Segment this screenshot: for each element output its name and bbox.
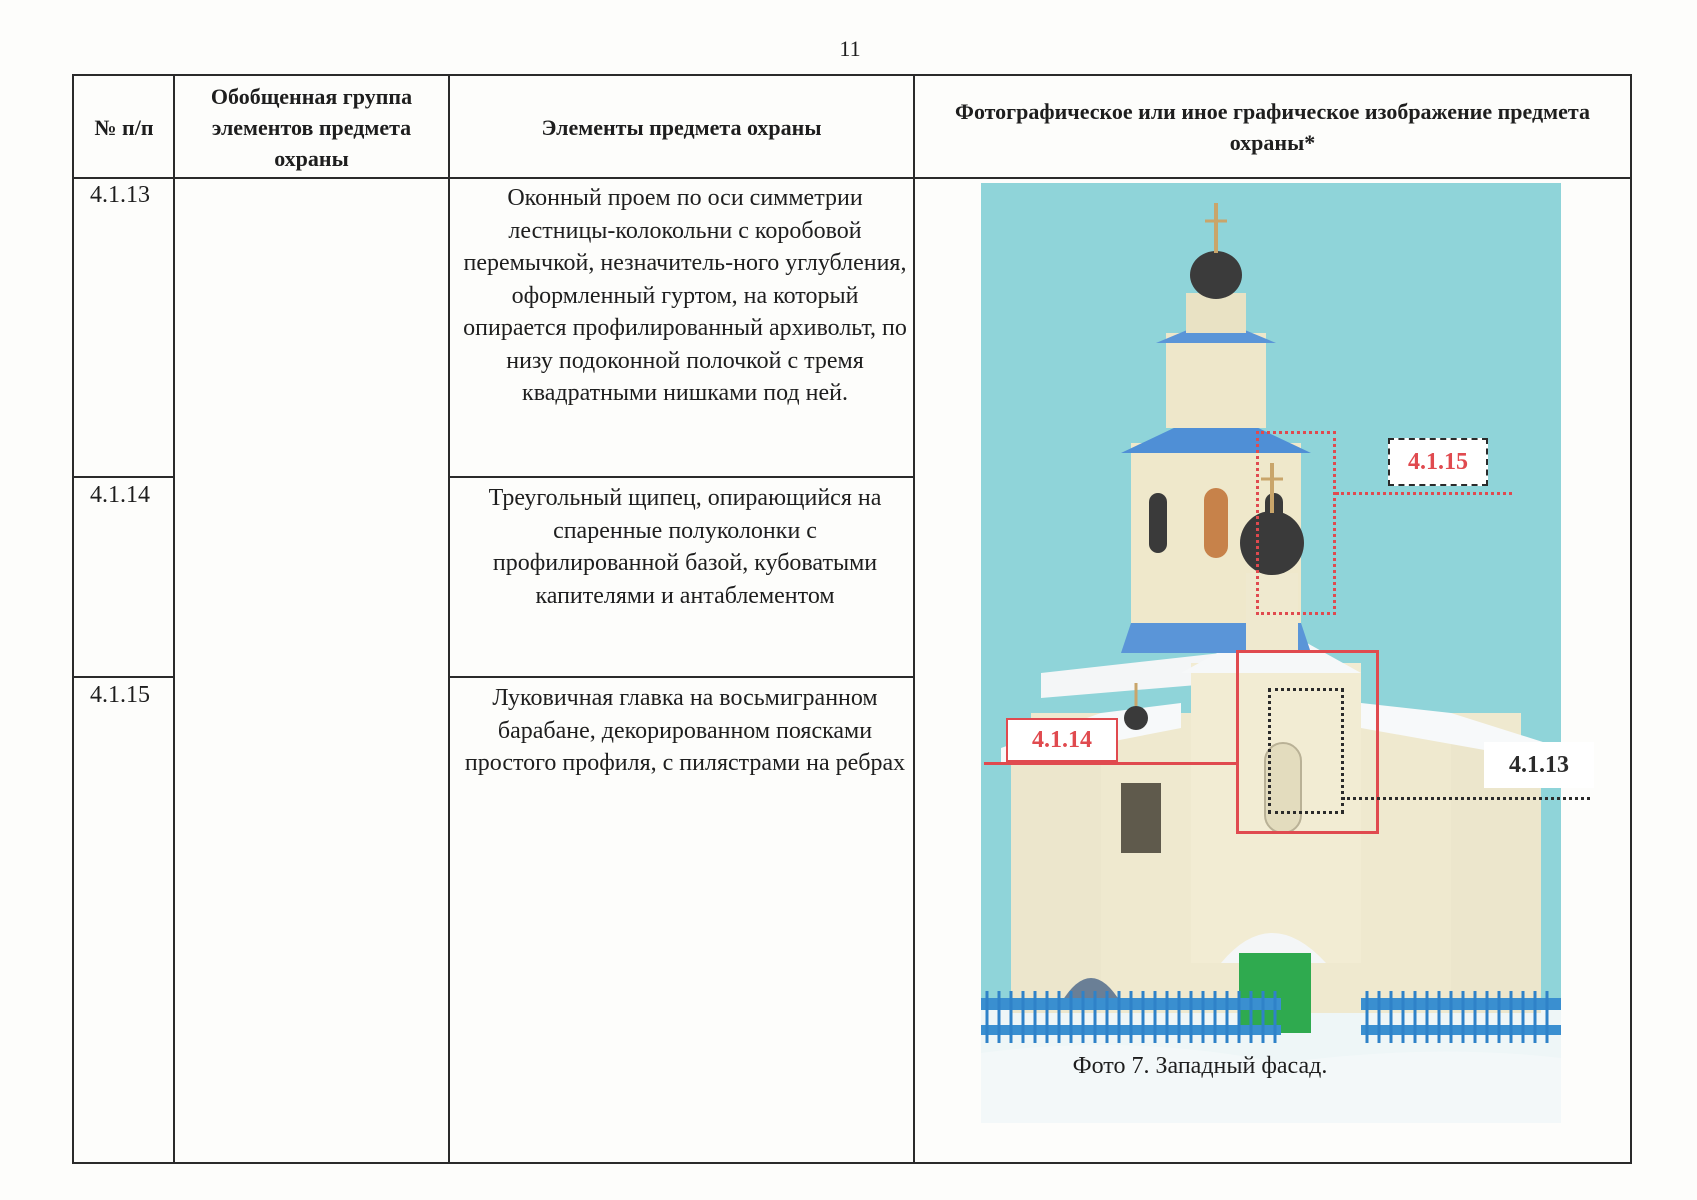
row-divider [448,476,915,478]
row-divider [74,476,173,478]
column-divider [913,76,915,1162]
row-description-4-1-15: Луковичная главка на восьмигранном барабане, декорированном поясками простого профиля, с пилястрами на ребрах [464,685,906,776]
protection-subject-table [72,74,1632,1164]
leader-4-1-15 [1336,492,1512,495]
callout-4-1-13: 4.1.13 [1484,742,1594,788]
row-divider [74,676,173,678]
header-group: Обобщенная группа элементов предмета охраны [210,83,413,171]
page-number: 11 [839,36,861,61]
header-elements: Элементы предмета охраны [541,114,822,140]
photo-caption: Фото 7. Западный фасад. [1072,1053,1328,1079]
row-number-4-1-15: 4.1.15 [90,682,150,708]
row-number-4-1-13: 4.1.13 [90,182,150,208]
row-divider [448,676,915,678]
callout-4-1-14: 4.1.14 [1006,718,1118,762]
highlight-4-1-13-box [1268,688,1344,814]
leader-4-1-13 [1342,797,1590,800]
row-number-4-1-14: 4.1.14 [90,482,150,508]
column-divider [448,76,450,1162]
column-divider [173,76,175,1162]
highlight-4-1-15-box [1256,431,1336,615]
header-image: Фотографическое или иное графическое изображение предмета охраны* [955,99,1590,155]
row-description-4-1-14: Треугольный щипец, опирающийся на спаренные полуколонки с профилированной базой, кубоватыми капителями и антаблементом [488,485,882,609]
row-description-4-1-13: Оконный проем по оси симметрии лестницы-колокольни с коробовой перемычкой, незначитель-ного углубления, оформленный гуртом, на который опирается профилированный архивольт, по низу подоконной полочкой с тремя квадратными нишками под ней. [463,185,907,406]
leader-4-1-14 [984,762,1236,765]
header-number: № п/п [94,114,154,140]
callout-4-1-15: 4.1.15 [1388,438,1488,486]
